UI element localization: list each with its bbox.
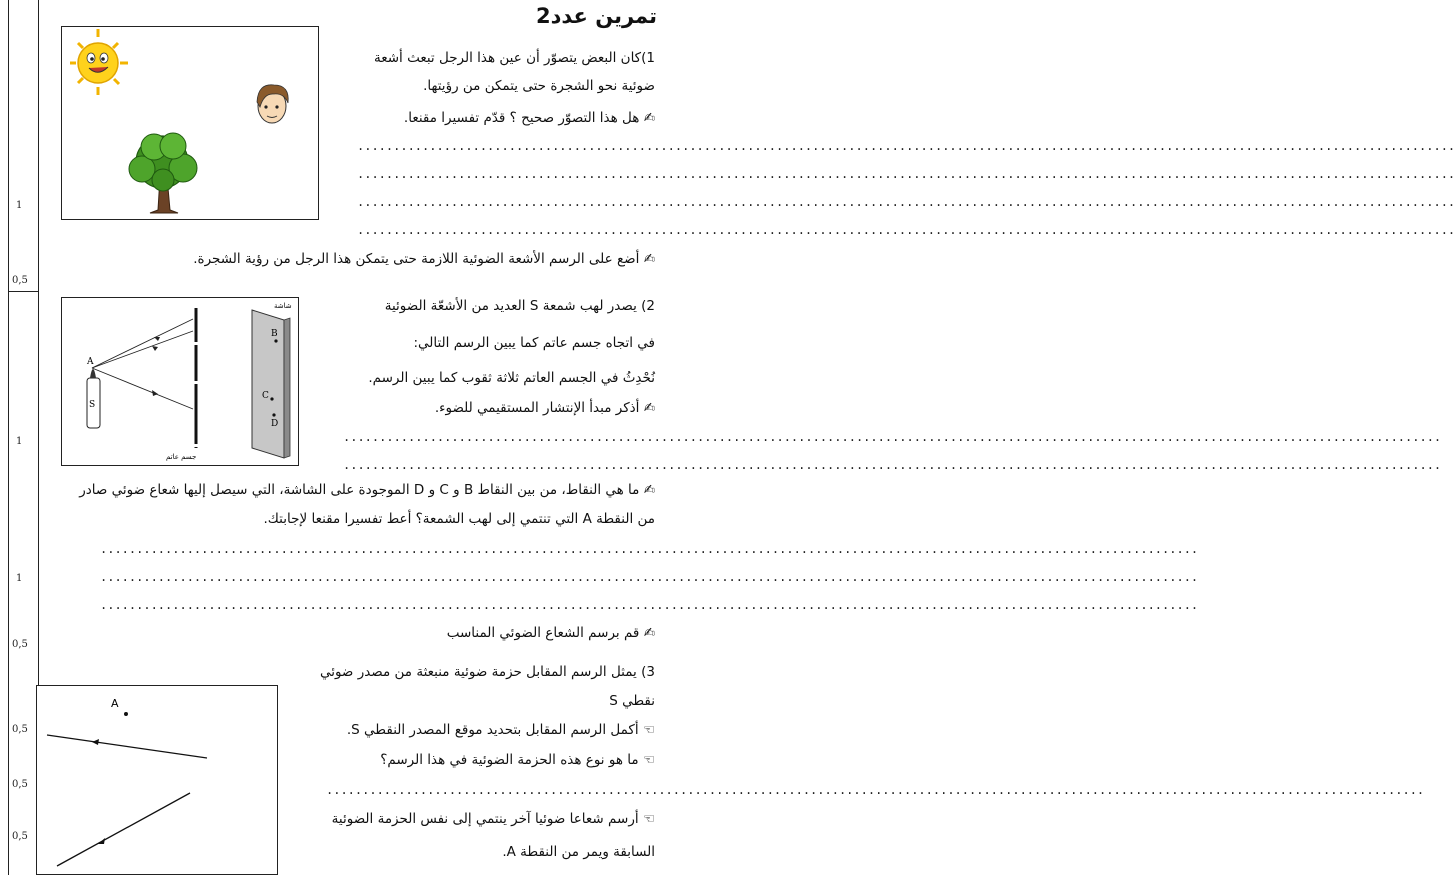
q3-number: 3): [641, 664, 655, 680]
q3-beam: [37, 686, 277, 874]
q1-scene: [62, 27, 318, 219]
candle-flame: [90, 369, 96, 378]
pen-icon: ✍: [643, 400, 655, 416]
q2-line1: [385, 298, 655, 314]
q3-b1: [347, 722, 655, 738]
q1-number: 1): [641, 50, 655, 66]
q1-line1: [374, 50, 655, 66]
q2-number: 2): [641, 298, 655, 314]
sun-icon: [70, 29, 128, 95]
q1-answer-line-4[interactable]: ........................................................................................................................................................: [357, 223, 1455, 237]
q1-draw-text: أضع على الرسم الأشعة الضوئية اللازمة حتى يتمكن هذا الرجل من رؤية الشجرة.: [193, 251, 640, 267]
q2-ask3-text: قم برسم الشعاع الضوئي المناسب: [446, 625, 640, 641]
q2-line2: في اتجاه جسم عاتم كما يبين الرسم التالي:: [413, 335, 655, 351]
pen-icon: ✍: [643, 251, 655, 267]
score-q2b: 1: [16, 573, 23, 584]
q3-line1-text: يمثل الرسم المقابل حزمة ضوئية منبعثة من مصدر ضوئي: [319, 664, 637, 680]
label-b: B: [271, 329, 278, 339]
q3-answer-line[interactable]: ........................................................................................................................................................: [326, 783, 1425, 797]
q3-b3-text: أرسم شعاعا ضوئيا آخر ينتمي إلى نفس الحزمة الضوئية: [331, 811, 639, 827]
ray-2: [92, 331, 193, 368]
label-a: A: [87, 357, 94, 367]
bullet-icon: ☜: [642, 752, 655, 768]
q2-answer-line-3[interactable]: ........................................................................................................................................................: [100, 542, 1199, 556]
q2-answer-line-1[interactable]: ........................................................................................................................................................: [343, 430, 1442, 444]
point-a: [124, 712, 128, 716]
bullet-icon: ☜: [642, 811, 655, 827]
pen-icon: ✍: [643, 482, 655, 498]
label-d: D: [271, 419, 279, 429]
score-q2a: 1: [16, 436, 23, 447]
q1-ask: [404, 110, 655, 126]
ray-1: [92, 319, 193, 368]
ray-3: [92, 368, 193, 409]
q3-figure: [36, 685, 278, 875]
opaque-label: جسم عاتم: [166, 453, 197, 461]
q3-b3: [332, 811, 655, 827]
score-q2c: 0,5: [12, 639, 28, 650]
q1-answer-line-1[interactable]: ........................................................................................................................................................: [357, 139, 1455, 153]
margin-line: [8, 0, 9, 875]
point-a-label: A: [111, 697, 119, 710]
screen-label: شاشة: [274, 302, 292, 310]
q2-answer-line-4[interactable]: ........................................................................................................................................................: [100, 570, 1199, 584]
q3-line2: نقطي S: [609, 693, 655, 709]
q3-line1: [320, 664, 655, 680]
exercise-title: تمرين عدد2: [536, 4, 657, 28]
q2-ask2-text: ما هي النقاط، من بين النقاط B و C و D الموجودة على الشاشة، التي سيصل إليها شعاع ضوئي صادر: [79, 482, 640, 498]
score-q1a: 1: [16, 200, 23, 211]
tree-icon: [129, 133, 197, 213]
q2-ask1: [435, 400, 655, 416]
q2-ask2b: من النقطة A التي تنتمي إلى لهب الشمعة؟ أعط تفسيرا مقنعا لإجابتك.: [263, 511, 655, 527]
margin-line-top: [38, 0, 39, 291]
q2-line1-text: يصدر لهب شمعة S العديد من الأشعّة الضوئية: [384, 298, 637, 314]
q1-answer-line-3[interactable]: ........................................................................................................................................................: [357, 195, 1455, 209]
q3-b1-text: أكمل الرسم المقابل بتحديد موقع المصدر النقطي S.: [346, 722, 639, 738]
q2-setup: [62, 298, 298, 465]
q1-draw: [193, 251, 655, 267]
label-c: C: [262, 391, 269, 401]
margin-divider: [8, 291, 38, 292]
score-q3a: 0,5: [12, 724, 28, 735]
q3-b3b: السابقة ويمر من النقطة A.: [502, 844, 655, 860]
q2-ask3: [447, 625, 655, 641]
q2-ask1-text: أذكر مبدأ الإنتشار المستقيمي للضوء.: [434, 400, 640, 416]
ray-lower: [57, 793, 190, 866]
q2-answer-line-2[interactable]: ........................................................................................................................................................: [343, 458, 1442, 472]
q2-line3: نُحْدِثُ في الجسم العاتم ثلاثة ثقوب كما يبين الرسم.: [368, 370, 655, 386]
q3-b2-text: ما هو نوع هذه الحزمة الضوئية في هذا الرسم؟: [380, 752, 639, 768]
q1-line1-text: كان البعض يتصوّر أن عين هذا الرجل تبعث أشعة: [373, 50, 642, 66]
ray-upper: [47, 735, 207, 758]
score-q3c: 0,5: [12, 831, 28, 842]
q3-b2: [380, 752, 655, 768]
q1-line2: ضوئية نحو الشجرة حتى يتمكن من رؤيتها.: [423, 78, 655, 94]
screen: [252, 310, 284, 458]
q1-ask-text: هل هذا التصوّر صحيح ؟ قدّم تفسيرا مقنعا.: [403, 110, 640, 126]
q2-ask2: [79, 482, 655, 498]
q1-figure: [61, 26, 319, 220]
q2-answer-line-5[interactable]: ........................................................................................................................................................: [100, 598, 1199, 612]
score-q1b: 0,5: [12, 275, 28, 286]
bullet-icon: ☜: [642, 722, 655, 738]
man-face-icon: [257, 85, 288, 123]
pen-icon: ✍: [643, 625, 655, 641]
q2-figure: [61, 297, 299, 466]
score-q3b: 0,5: [12, 779, 28, 790]
label-s: S: [89, 400, 96, 410]
q1-answer-line-2[interactable]: ........................................................................................................................................................: [357, 167, 1455, 181]
pen-icon: ✍: [643, 110, 655, 126]
